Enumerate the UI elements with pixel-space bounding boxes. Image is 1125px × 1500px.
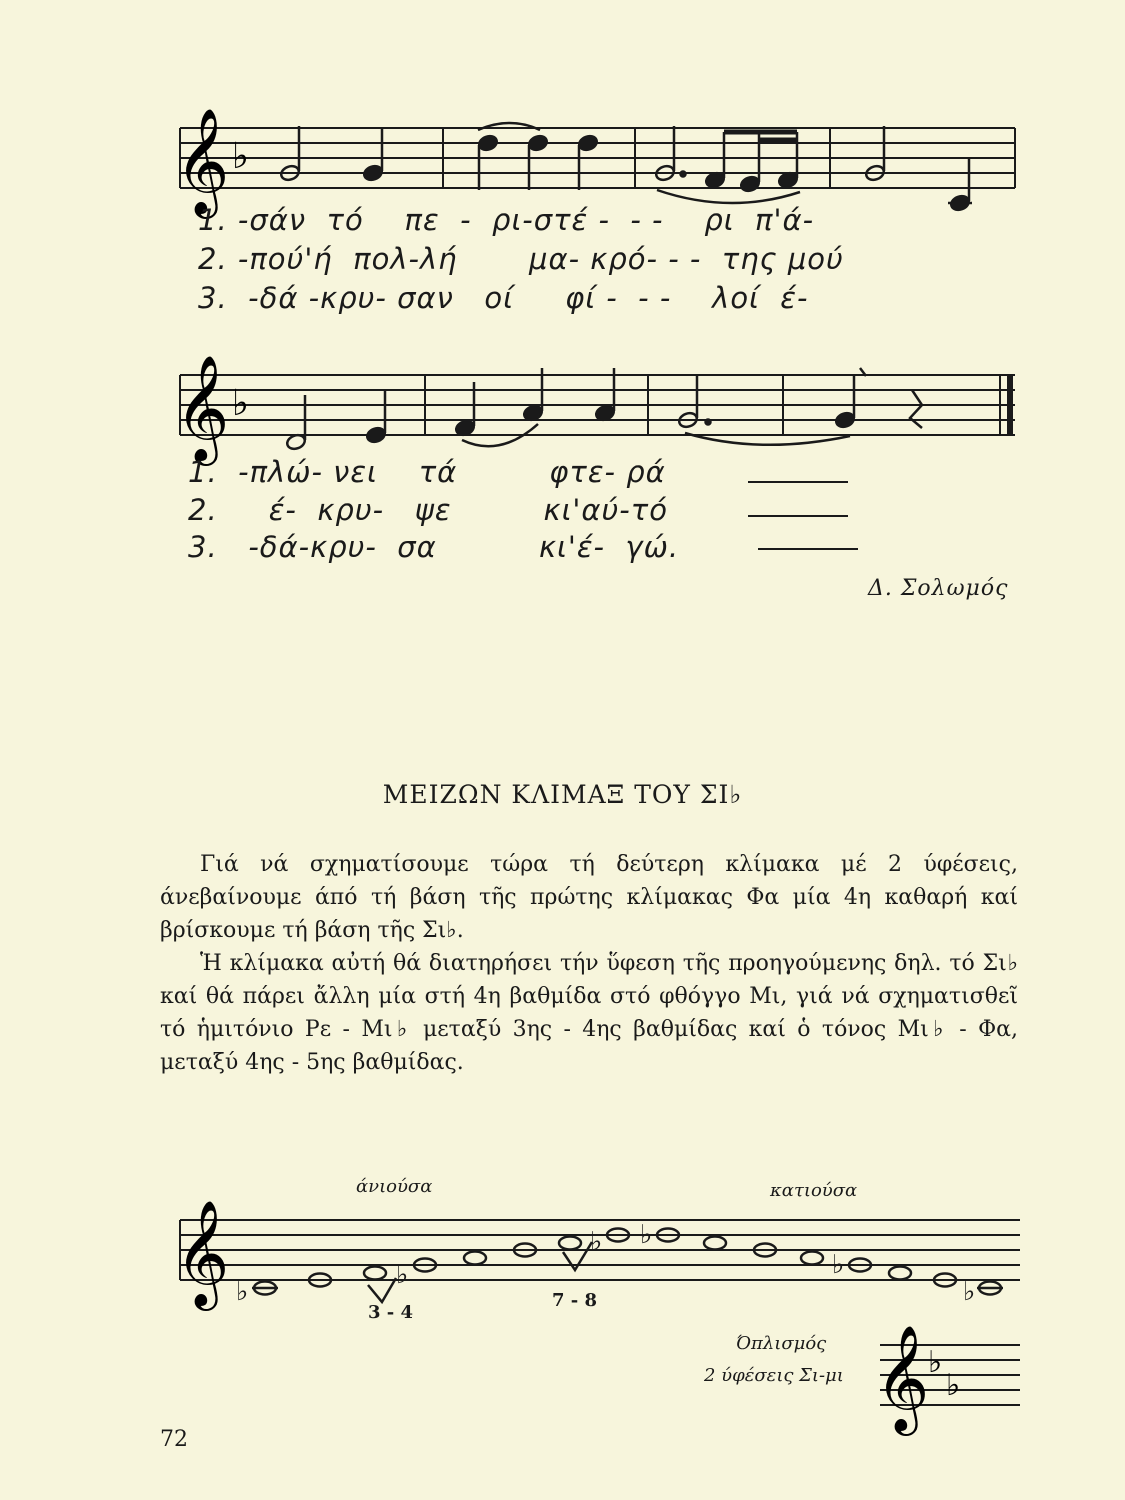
descending-label: κατιούσα <box>770 1180 858 1201</box>
svg-text:♭: ♭ <box>640 1220 653 1250</box>
key-signature-staff <box>870 1310 1030 1431</box>
svg-text:♭: ♭ <box>832 1250 845 1280</box>
lyric-line-2-2: 2. έ- κρυ- ψε κι'αύ-τό <box>188 493 668 527</box>
melisma-line-1 <box>748 481 848 483</box>
svg-text:♭: ♭ <box>236 1277 249 1307</box>
page-number: 72 <box>160 1427 188 1452</box>
svg-text:♭: ♭ <box>232 136 249 177</box>
svg-text:𝄞: 𝄞 <box>175 354 230 461</box>
ascending-label: άνιούσα <box>356 1176 433 1197</box>
flat-symbol: ♭ <box>729 780 743 809</box>
svg-text:♭: ♭ <box>590 1227 603 1257</box>
lyric-line-1-2: 2. -πού'ή πολ-λή μα- κρό- - - της μού <box>198 242 844 276</box>
author-credit: Δ. Σολωμός <box>868 576 1009 601</box>
lyric-line-1-1: 1. -σάν τό πε - ρι-στέ - - - ρι π'ά- <box>198 203 815 237</box>
melisma-line-3 <box>758 548 858 550</box>
treble-clef-icon: 𝄞 <box>875 1324 930 1431</box>
lyric-line-2-1: 1. -πλώ- νει τά φτε- ρά <box>188 455 666 489</box>
section-title: ΜΕΙΖΩΝ ΚΛΙΜΑΞ ΤΟΥ ΣΙ♭ <box>382 780 743 809</box>
step-label-7-8: 7 - 8 <box>552 1290 598 1311</box>
svg-text:♭: ♭ <box>963 1277 976 1307</box>
music-staff-2 <box>160 340 1025 470</box>
body-text <box>160 848 1018 1079</box>
paragraph-2: Ἡ κλίμακα αὐτή θά διατηρήσει τήν ὕφεση τῆς προηγούμενης δηλ. τό Σι♭ καί θά πάρει ἄλλη μία στή 4η βαθμίδα στό φθόγγο Μι, γιά νά σχηματισθεῖ τό ἡμιτόνιο Ρε - Μι♭ μεταξύ 3ης - 4ης βαθμίδας καί ὁ τόνος Μι♭ - Φα, μεταξύ 4ης - 5ης βαθμίδας. <box>160 951 1018 1075</box>
melisma-line-2 <box>748 515 848 517</box>
lyric-line-2-3: 3. -δά-κρυ- σα κι'έ- γώ. <box>188 530 680 564</box>
svg-text:♭: ♭ <box>928 1345 943 1380</box>
key-signature-label: Όπλισμός <box>736 1333 827 1354</box>
treble-clef-icon: 𝄞 <box>175 107 230 214</box>
svg-text:𝄞: 𝄞 <box>175 1199 230 1306</box>
paragraph-1: Γιά νά σχηματίσουμε τώρα τή δεύτερη κλίμακα μέ 2 ύφέσεις, άνεβαίνουμε άπό τή βάση τῆς πρώτης κλίμακας Φα μία 4η καθαρή καί βρίσκουμε τή βάση τῆς Σι♭. <box>160 852 1018 943</box>
svg-text:♭: ♭ <box>396 1260 409 1290</box>
key-signature-desc: 2 ύφέσεις Σι-μι <box>704 1365 844 1386</box>
step-label-3-4: 3 - 4 <box>368 1302 414 1323</box>
svg-text:♭: ♭ <box>232 383 249 424</box>
svg-text:♭: ♭ <box>946 1368 961 1403</box>
lyric-line-1-3: 3. -δά -κρυ- σαν οί φί - - - λοί έ- <box>198 281 809 315</box>
